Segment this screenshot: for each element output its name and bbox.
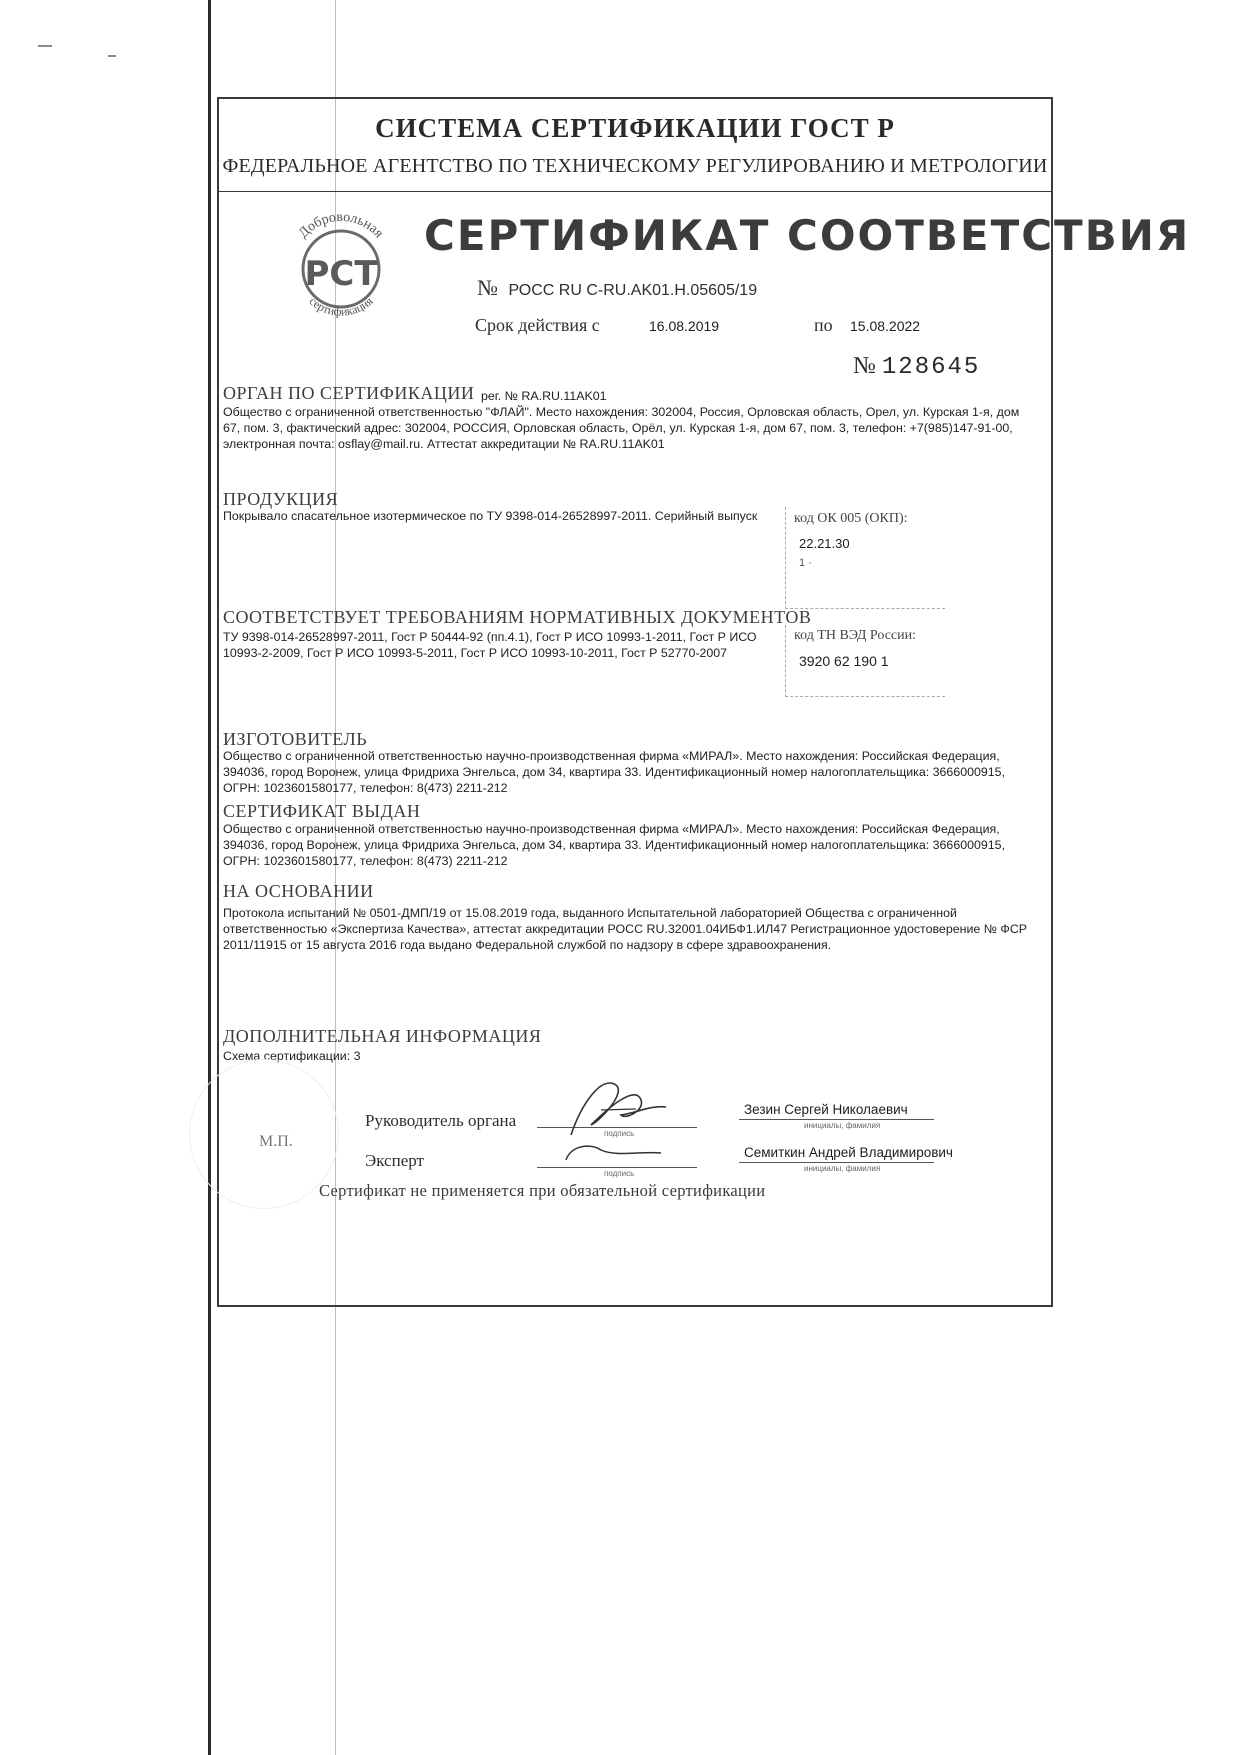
head-of-organ-name: Зезин Сергей Николаевич xyxy=(744,1102,908,1117)
stamp-label: М.П. xyxy=(259,1133,293,1150)
additional-info-text: Схема сертификации: 3 xyxy=(223,1049,361,1063)
certificate-number-line xyxy=(477,275,757,301)
scan-speck xyxy=(108,55,116,57)
okp-code-value: 22.21.30 xyxy=(799,536,850,551)
organ-reg-number: рег. № RA.RU.11AK01 xyxy=(481,389,607,403)
issued-to-text: Общество с ограниченной ответственностью научно-производственная фирма «МИРАЛ». Место нахождения: Российская Федерация, 394036, город Воронеж, улица Фридриха Энгельса, дом 34, квартира 33. Идентификационный номер налогоплательщика: 3666000915, ОГРН: 1023601580177, телефон: 8(473) 2211-212 xyxy=(223,822,1006,868)
expert-name-line xyxy=(739,1162,934,1163)
number-sign: № xyxy=(477,275,498,300)
expert-name: Семиткин Андрей Владимирович xyxy=(744,1145,953,1160)
logo-ring-top: Добровольная xyxy=(295,209,387,242)
scan-speck xyxy=(38,45,52,47)
head-signature-caption: подпись xyxy=(604,1129,635,1138)
expert-signature-caption: подпись xyxy=(604,1169,635,1178)
handwritten-signatures xyxy=(541,1065,691,1165)
header-divider xyxy=(219,191,1051,192)
additional-info-heading: ДОПОЛНИТЕЛЬНАЯ ИНФОРМАЦИЯ xyxy=(223,1026,542,1046)
okp-code-mark: 1 · xyxy=(799,557,812,569)
validity-to-label: по xyxy=(814,315,833,335)
rst-logo xyxy=(277,203,405,331)
form-number-sign: № xyxy=(853,353,876,379)
form-number-line xyxy=(853,353,980,381)
conformity-heading: СООТВЕТСТВУЕТ ТРЕБОВАНИЯМ НОРМАТИВНЫХ ДОКУМЕНТОВ xyxy=(223,607,812,627)
footer-note: Сертификат не применяется при обязательной сертификации xyxy=(319,1181,766,1200)
scan-binding-edge xyxy=(208,0,211,1755)
organ-text: Общество с ограниченной ответственностью "ФЛАЙ". Место нахождения: 302004, Россия, Орловская область, Орел, ул. Курская 1-я, дом 67, пом. 3, фактический адрес: 302004, РОССИЯ, Орловская область, Орёл, ул. Курская 1-я, дом 67, пом. 3, телефон: +7(985)147-91-00, электронная почта: osflay@mail.ru. Аттестат аккредитации № RA.RU.11AK01 xyxy=(223,405,1020,451)
product-text: Покрывало спасательное изотермическое по ТУ 9398-014-26528997-2011. Серийный выпуск xyxy=(223,509,758,523)
valid-from-date: 16.08.2019 xyxy=(649,318,720,334)
manufacturer-heading: ИЗГОТОВИТЕЛЬ xyxy=(223,729,368,749)
certificate-number: РОСС RU C-RU.AK01.H.05605/19 xyxy=(508,282,758,299)
agency-title: ФЕДЕРАЛЬНОЕ АГЕНТСТВО ПО ТЕХНИЧЕСКОМУ РЕГУЛИРОВАНИЮ И МЕТРОЛОГИИ xyxy=(222,155,1048,177)
conformity-text: ТУ 9398-014-26528997-2011, Гост Р 50444-92 (пп.4.1), Гост Р ИСО 10993-1-2011, Гост Р ИСО 10993-2-2009, Гост Р ИСО 10993-5-2011, Гост Р ИСО 10993-10-2011, Гост Р 52770-2007 xyxy=(223,630,757,660)
svg-text:сертификация xyxy=(307,294,376,319)
validity-label: Срок действия с xyxy=(475,315,600,335)
svg-text:Добровольная xyxy=(296,210,387,242)
expert-name-caption: инициалы, фамилия xyxy=(804,1164,881,1173)
valid-to-date: 15.08.2022 xyxy=(850,318,921,334)
logo-ring-bottom: сертификация xyxy=(306,293,376,319)
rst-logo-icon xyxy=(277,203,405,331)
head-name-line xyxy=(739,1119,934,1120)
logo-letters: РСТ xyxy=(304,254,378,294)
certificate-heading: СЕРТИФИКАТ СООТВЕТСТВИЯ xyxy=(424,211,1191,260)
basis-text: Протокола испытаний № 0501-ДМП/19 от 15.08.2019 года, выданного Испытательной лабораторией Общества с ограниченной ответственностью «Экспертиза Качества», аттестат аккредитации РОСС RU.32001.04ИБФ1.ИЛ47 Регистрационное удостоверение № ФСР 2011/11915 от 15 августа 2016 года выдано Федеральной службой по надзору в сфере здравоохранения. xyxy=(223,906,1028,952)
okp-code-label: код ОК 005 (ОКП): xyxy=(794,511,908,526)
form-number: 128645 xyxy=(881,354,981,381)
manufacturer-text: Общество с ограниченной ответственностью научно-производственная фирма «МИРАЛ». Место нахождения: Российская Федерация, 394036, город Воронеж, улица Фридриха Энгельса, дом 34, квартира 33. Идентификационный номер налогоплательщика: 3666000915, ОГРН: 1023601580177, телефон: 8(473) 2211-212 xyxy=(223,749,1006,795)
expert-label: Эксперт xyxy=(365,1151,424,1170)
organ-heading: ОРГАН ПО СЕРТИФИКАЦИИ xyxy=(223,383,475,403)
expert-signature-line xyxy=(537,1167,697,1168)
head-of-organ-label: Руководитель органа xyxy=(365,1111,517,1130)
basis-heading: НА ОСНОВАНИИ xyxy=(223,881,374,901)
issued-to-heading: СЕРТИФИКАТ ВЫДАН xyxy=(223,801,421,821)
tnved-code-value: 3920 62 190 1 xyxy=(799,653,889,669)
tnved-code-label: код ТН ВЭД России: xyxy=(794,628,917,643)
certificate-form xyxy=(217,97,1191,1307)
system-title: СИСТЕМА СЕРТИФИКАЦИИ ГОСТ Р xyxy=(375,113,895,143)
head-name-caption: инициалы, фамилия xyxy=(804,1121,881,1130)
product-heading: ПРОДУКЦИЯ xyxy=(223,489,339,509)
